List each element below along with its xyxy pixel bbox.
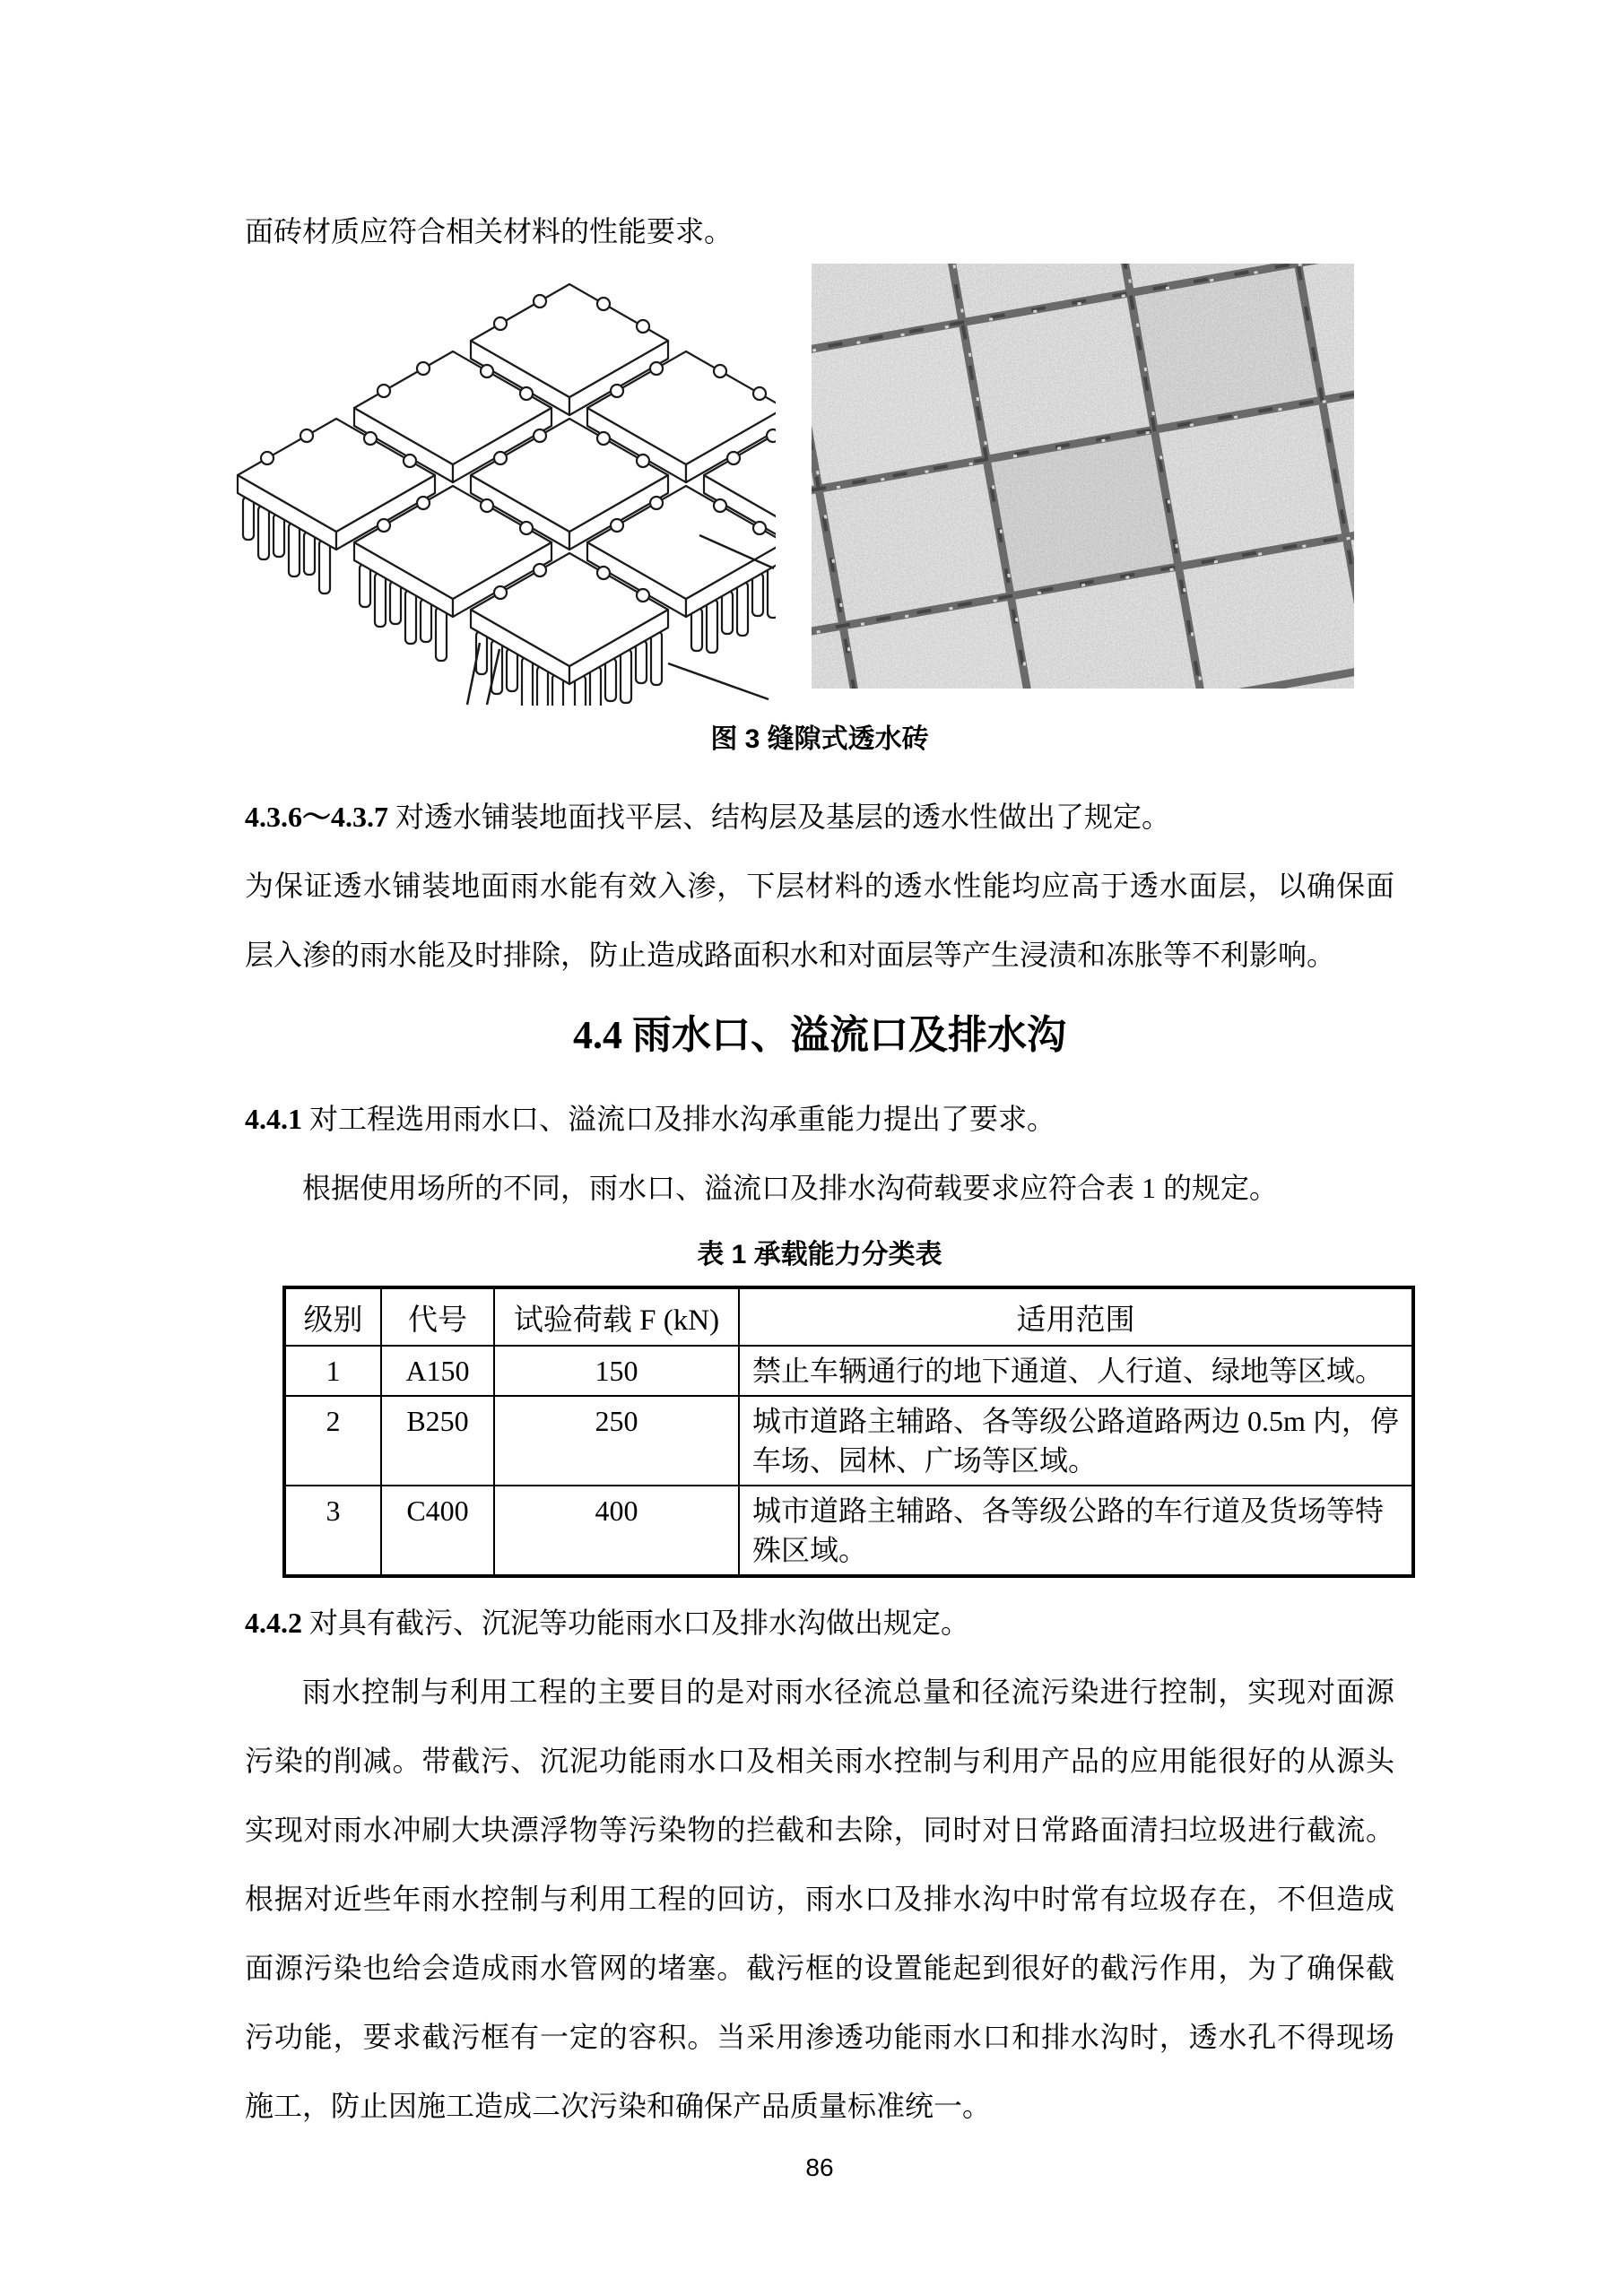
- section-label: 4.3.6～4.3.7: [245, 801, 389, 833]
- paver-photo-image: [812, 264, 1354, 689]
- section-text: 对工程选用雨水口、溢流口及排水沟承重能力提出了要求。: [302, 1103, 1056, 1135]
- paragraph-line: 施工，防止因施工造成二次污染和确保产品质量标准统一。: [245, 2090, 992, 2122]
- paragraph-line: 实现对雨水冲刷大块漂浮物等污染物的拦截和去除，同时对日常路面清扫垃圾进行截流。: [245, 1814, 1394, 1846]
- paragraph-line: 为保证透水铺装地面雨水能有效入渗，下层材料的透水性能均应高于透水面层，以确保面: [245, 870, 1394, 902]
- table-cell: 禁止车辆通行的地下通道、人行道、绿地等区域。: [739, 1346, 1413, 1396]
- figure-caption: 图 3 缝隙式透水砖: [710, 724, 929, 754]
- table-cell: C400: [381, 1486, 494, 1576]
- table-header-cell: 适用范围: [739, 1287, 1413, 1346]
- paragraph-line: 根据对近些年雨水控制与利用工程的回访，雨水口及排水沟中时常有垃圾存在，不但造成: [245, 1883, 1394, 1915]
- table-header-cell: 级别: [284, 1287, 381, 1346]
- paragraph-line: 污染的削减。带截污、沉泥功能雨水口及相关雨水控制与利用产品的应用能很好的从源头: [245, 1745, 1394, 1777]
- paragraph-line: 污功能，要求截污框有一定的容积。当采用渗透功能雨水口和排水沟时，透水孔不得现场: [245, 2021, 1394, 2053]
- table-cell: A150: [381, 1346, 494, 1396]
- section-text: 对具有截污、沉泥等功能雨水口及排水沟做出规定。: [302, 1607, 970, 1639]
- table-header-cell: 代号: [381, 1287, 494, 1346]
- intro-paragraph: 面砖材质应符合相关材料的性能要求。: [245, 215, 734, 247]
- permeable-paver-diagram: [202, 271, 776, 706]
- paver-diagram-image: [202, 271, 776, 706]
- figure-row: [202, 264, 1394, 706]
- paragraph-line: 面源污染也给会造成雨水管网的堵塞。截污框的设置能起到很好的截污作用，为了确保截: [245, 1952, 1394, 1984]
- table-cell: 250: [494, 1396, 739, 1486]
- section-heading-4-4: 4.4 雨水口、溢流口及排水沟: [573, 1013, 1066, 1057]
- table-header-row: [284, 1287, 1413, 1346]
- page-number: 86: [805, 2153, 834, 2181]
- section-4-4-1-paragraph: [245, 1085, 1394, 1154]
- table-cell: 2: [284, 1396, 381, 1486]
- table-cell: 1: [284, 1346, 381, 1396]
- load-capacity-table: [282, 1286, 1415, 1578]
- table-cell: B250: [381, 1396, 494, 1486]
- section-label: 4.4.2: [245, 1607, 302, 1639]
- page-content: [245, 203, 1399, 2182]
- table-cell: 150: [494, 1346, 739, 1396]
- table-cell: 城市道路主辅路、各等级公路道路两边 0.5m 内，停车场、园林、广场等区域。: [739, 1396, 1413, 1486]
- section-4-3-6-paragraph: [245, 783, 1394, 852]
- paragraph-line: 雨水控制与利用工程的主要目的是对雨水径流总量和径流污染进行控制，实现对面源: [302, 1676, 1394, 1708]
- table-cell: 城市道路主辅路、各等级公路的车行道及货场等特殊区域。: [739, 1486, 1413, 1576]
- paragraph-line: 层入渗的雨水能及时排除，防止造成路面积水和对面层等产生浸渍和冻胀等不利影响。: [245, 939, 1336, 971]
- section-4-4-2-paragraph: [245, 1589, 1394, 1658]
- table-cell: 3: [284, 1486, 381, 1576]
- discussion-paragraph: [245, 1658, 1394, 2141]
- table-header-cell: 试验荷载 F (kN): [494, 1287, 739, 1346]
- section-label: 4.4.1: [245, 1103, 302, 1135]
- ensure-paragraph: [245, 852, 1394, 990]
- table-caption: 表 1 承载能力分类表: [697, 1240, 942, 1269]
- table-row: [284, 1486, 1413, 1576]
- table-row: [284, 1346, 1413, 1396]
- permeable-paver-photo: [812, 264, 1354, 689]
- table-reference-paragraph: 根据使用场所的不同，雨水口、溢流口及排水沟荷载要求应符合表 1 的规定。: [302, 1172, 1279, 1204]
- section-text: 对透水铺装地面找平层、结构层及基层的透水性做出了规定。: [388, 801, 1171, 833]
- table-cell: 400: [494, 1486, 739, 1576]
- table-row: [284, 1396, 1413, 1486]
